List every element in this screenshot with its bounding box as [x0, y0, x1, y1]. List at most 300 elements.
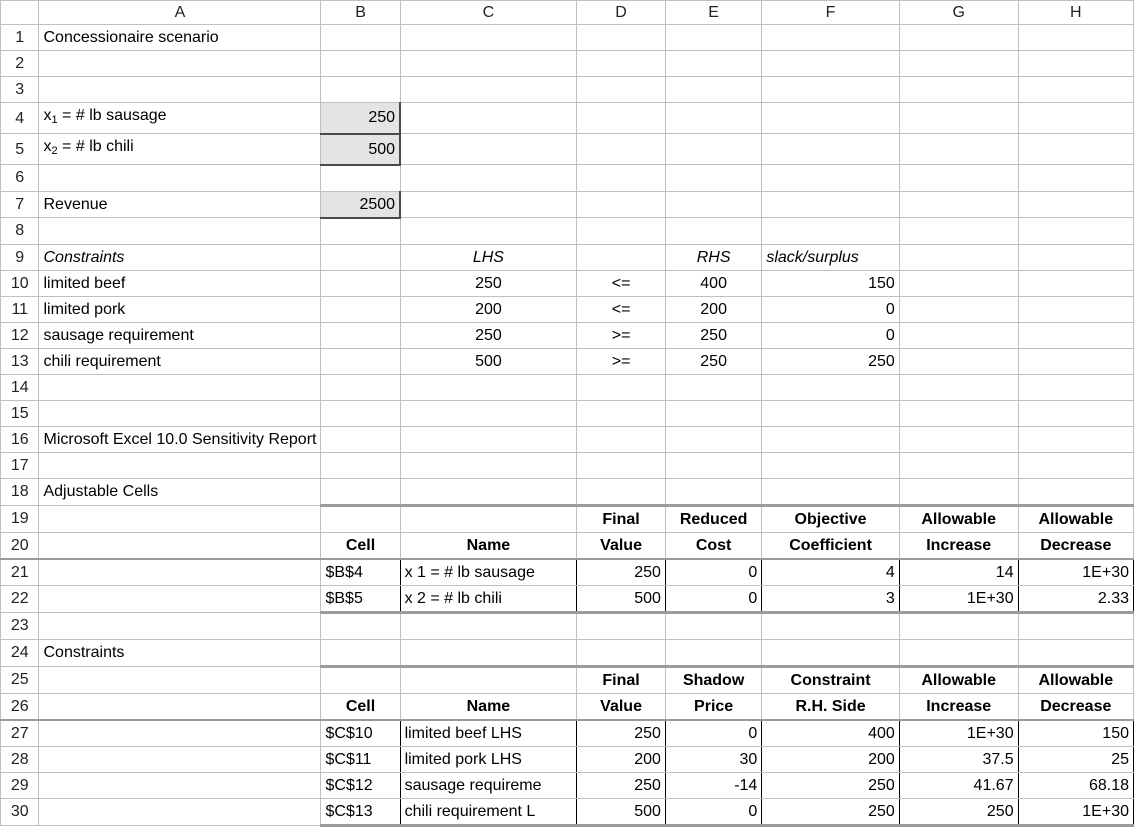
cell[interactable] — [39, 666, 321, 693]
lhs-header-cell[interactable]: LHS — [400, 244, 577, 270]
con-final-value[interactable]: 200 — [577, 746, 666, 772]
sheet-row — [1, 532, 1134, 559]
cell[interactable] — [899, 103, 1018, 134]
cell[interactable] — [665, 218, 761, 245]
cell[interactable] — [899, 165, 1018, 192]
sheet-row — [1, 426, 1134, 452]
adj-header-reduced[interactable]: Reduced — [665, 505, 761, 532]
row-header[interactable]: 9 — [1, 244, 39, 270]
cell[interactable] — [400, 191, 577, 218]
x1-value-cell[interactable]: 250 — [321, 103, 400, 134]
scenario-title[interactable]: Concessionaire scenario — [39, 25, 321, 51]
cell[interactable] — [762, 426, 899, 452]
cell[interactable] — [577, 191, 666, 218]
row-header[interactable]: 6 — [1, 165, 39, 192]
constraint-operator-cell[interactable]: >= — [577, 322, 666, 348]
con-header-increase[interactable]: Increase — [899, 693, 1018, 720]
cell[interactable] — [577, 452, 666, 478]
cell[interactable] — [1018, 400, 1133, 426]
row-header[interactable]: 14 — [1, 374, 39, 400]
cell[interactable] — [321, 25, 400, 51]
cell[interactable] — [899, 348, 1018, 374]
cell[interactable] — [577, 103, 666, 134]
cell[interactable] — [899, 426, 1018, 452]
con-rhs[interactable]: 400 — [762, 720, 899, 747]
con-rhs[interactable]: 250 — [762, 798, 899, 825]
cell[interactable] — [1018, 322, 1133, 348]
cell[interactable] — [400, 51, 577, 77]
cell[interactable] — [577, 478, 666, 505]
con-shadow-price[interactable]: 30 — [665, 746, 761, 772]
cell[interactable] — [1018, 639, 1133, 666]
con-final-value[interactable]: 250 — [577, 772, 666, 798]
constraint-operator-cell[interactable]: <= — [577, 296, 666, 322]
cell[interactable] — [762, 400, 899, 426]
cell[interactable] — [1018, 374, 1133, 400]
cell[interactable] — [321, 270, 400, 296]
cell[interactable] — [1018, 77, 1133, 103]
x1-label-cell[interactable] — [39, 103, 321, 134]
cell[interactable] — [321, 400, 400, 426]
con-shadow-price[interactable]: 0 — [665, 720, 761, 747]
column-header-b[interactable]: B — [321, 1, 400, 25]
sheet-row — [1, 400, 1134, 426]
cell[interactable] — [665, 51, 761, 77]
x1-label-var: x — [43, 107, 52, 124]
cell[interactable] — [899, 478, 1018, 505]
cell[interactable] — [577, 51, 666, 77]
cell[interactable] — [762, 77, 899, 103]
cell[interactable] — [762, 165, 899, 192]
adj-reduced-cost[interactable]: 0 — [665, 559, 761, 586]
cell[interactable] — [400, 374, 577, 400]
con-cell-ref[interactable]: $C$11 — [321, 746, 400, 772]
row-header[interactable]: 1 — [1, 25, 39, 51]
con-allowable-inc[interactable]: 1E+30 — [899, 720, 1018, 747]
cell[interactable] — [1018, 134, 1133, 165]
constraint-name-cell[interactable]: chili requirement — [39, 348, 321, 374]
cell[interactable] — [400, 25, 577, 51]
cell[interactable] — [762, 25, 899, 51]
cell[interactable] — [39, 798, 321, 825]
constraint-rhs-cell[interactable]: 250 — [665, 348, 761, 374]
cell[interactable] — [577, 134, 666, 165]
row-header[interactable]: 25 — [1, 666, 39, 693]
adj-allowable-inc[interactable]: 1E+30 — [899, 585, 1018, 612]
cell[interactable] — [899, 25, 1018, 51]
cell[interactable] — [1018, 296, 1133, 322]
constraint-rhs-cell[interactable]: 200 — [665, 296, 761, 322]
row-header[interactable]: 17 — [1, 452, 39, 478]
con-name[interactable]: limited pork LHS — [400, 746, 577, 772]
cell[interactable] — [665, 452, 761, 478]
cell[interactable] — [400, 612, 577, 639]
cell[interactable] — [899, 244, 1018, 270]
cell[interactable] — [1018, 244, 1133, 270]
con-final-value[interactable]: 500 — [577, 798, 666, 825]
cell[interactable] — [39, 693, 321, 720]
cell[interactable] — [899, 191, 1018, 218]
column-header-a[interactable]: A — [39, 1, 321, 25]
adj-cell-ref[interactable]: $B$4 — [321, 559, 400, 586]
constraint-operator-cell[interactable]: >= — [577, 348, 666, 374]
con-header-decrease[interactable]: Decrease — [1018, 693, 1133, 720]
cell[interactable] — [400, 134, 577, 165]
rhs-header-cell[interactable]: RHS — [665, 244, 761, 270]
cell[interactable] — [665, 400, 761, 426]
adj-allowable-dec[interactable]: 2.33 — [1018, 585, 1133, 612]
sheet-row — [1, 772, 1134, 798]
cell[interactable] — [762, 639, 899, 666]
revenue-label-cell[interactable]: Revenue — [39, 191, 321, 218]
cell[interactable] — [1018, 165, 1133, 192]
row-header[interactable]: 2 — [1, 51, 39, 77]
cell[interactable] — [400, 452, 577, 478]
con-allowable-dec[interactable]: 68.18 — [1018, 772, 1133, 798]
constraint-name-cell[interactable]: sausage requirement — [39, 322, 321, 348]
cell[interactable] — [39, 165, 321, 192]
con-cell-ref[interactable]: $C$12 — [321, 772, 400, 798]
constraint-slack-cell[interactable]: 0 — [762, 296, 899, 322]
cell[interactable] — [39, 559, 321, 586]
report-title[interactable]: Microsoft Excel 10.0 Sensitivity Report — [39, 426, 321, 452]
sheet-row — [1, 244, 1134, 270]
constraint-operator-cell[interactable]: <= — [577, 270, 666, 296]
row-header[interactable]: 8 — [1, 218, 39, 245]
cell[interactable] — [577, 77, 666, 103]
cell[interactable] — [39, 746, 321, 772]
cell[interactable] — [39, 505, 321, 532]
cell[interactable] — [321, 244, 400, 270]
cell[interactable] — [762, 218, 899, 245]
cell[interactable] — [665, 134, 761, 165]
row-header[interactable]: 28 — [1, 746, 39, 772]
adj-header-final[interactable]: Final — [577, 505, 666, 532]
cell[interactable] — [899, 51, 1018, 77]
sheet-row — [1, 25, 1134, 51]
revenue-value-cell[interactable]: 2500 — [321, 191, 400, 218]
cell[interactable] — [39, 612, 321, 639]
con-header-value[interactable]: Value — [577, 693, 666, 720]
cell[interactable] — [762, 191, 899, 218]
constraint-lhs-cell[interactable]: 200 — [400, 296, 577, 322]
con-header-allowable-inc[interactable]: Allowable — [899, 666, 1018, 693]
constraints-report-label[interactable]: Constraints — [39, 639, 321, 666]
row-header[interactable]: 27 — [1, 720, 39, 747]
con-shadow-price[interactable]: 0 — [665, 798, 761, 825]
cell[interactable] — [321, 478, 400, 505]
cell[interactable] — [400, 478, 577, 505]
adj-header-allowable-inc[interactable]: Allowable — [899, 505, 1018, 532]
sheet-row — [1, 798, 1134, 825]
cell[interactable] — [899, 322, 1018, 348]
slack-header-cell[interactable]: slack/surplus — [762, 244, 899, 270]
cell[interactable] — [39, 585, 321, 612]
row-header[interactable]: 5 — [1, 134, 39, 165]
cell[interactable] — [400, 77, 577, 103]
cell[interactable] — [577, 639, 666, 666]
row-header[interactable]: 13 — [1, 348, 39, 374]
cell[interactable] — [577, 612, 666, 639]
cell[interactable] — [577, 244, 666, 270]
row-header[interactable]: 18 — [1, 478, 39, 505]
adj-header-cost[interactable]: Cost — [665, 532, 761, 559]
row-header[interactable]: 10 — [1, 270, 39, 296]
sheet-row — [1, 452, 1134, 478]
sheet-row — [1, 559, 1134, 586]
cell[interactable] — [321, 77, 400, 103]
con-allowable-inc[interactable]: 37.5 — [899, 746, 1018, 772]
adj-allowable-inc[interactable]: 14 — [899, 559, 1018, 586]
cell[interactable] — [665, 478, 761, 505]
cell[interactable] — [899, 639, 1018, 666]
constraint-lhs-cell[interactable]: 500 — [400, 348, 577, 374]
con-allowable-dec[interactable]: 25 — [1018, 746, 1133, 772]
cell[interactable] — [899, 77, 1018, 103]
row-header[interactable]: 26 — [1, 693, 39, 720]
adj-header-name[interactable]: Name — [400, 532, 577, 559]
cell[interactable] — [899, 374, 1018, 400]
cell[interactable] — [577, 400, 666, 426]
cell[interactable] — [1018, 191, 1133, 218]
row-header[interactable]: 20 — [1, 532, 39, 559]
cell[interactable] — [665, 639, 761, 666]
cell[interactable] — [762, 612, 899, 639]
row-header[interactable]: 30 — [1, 798, 39, 825]
adj-header-coefficient[interactable]: Coefficient — [762, 532, 899, 559]
row-header[interactable]: 29 — [1, 772, 39, 798]
column-header-d[interactable]: D — [577, 1, 666, 25]
con-allowable-inc[interactable]: 41.67 — [899, 772, 1018, 798]
cell[interactable] — [400, 666, 577, 693]
row-header[interactable]: 11 — [1, 296, 39, 322]
cell[interactable] — [665, 612, 761, 639]
row-header[interactable]: 21 — [1, 559, 39, 586]
cell[interactable] — [321, 348, 400, 374]
sheet-row — [1, 296, 1134, 322]
cell[interactable] — [762, 51, 899, 77]
cell[interactable] — [899, 218, 1018, 245]
row-header[interactable]: 7 — [1, 191, 39, 218]
cell[interactable] — [762, 374, 899, 400]
constraint-lhs-cell[interactable]: 250 — [400, 322, 577, 348]
cell[interactable] — [321, 612, 400, 639]
cell[interactable] — [899, 400, 1018, 426]
adj-header-allowable-dec[interactable]: Allowable — [1018, 505, 1133, 532]
cell[interactable] — [665, 426, 761, 452]
adjustable-cells-label[interactable]: Adjustable Cells — [39, 478, 321, 505]
adj-header-decrease[interactable]: Decrease — [1018, 532, 1133, 559]
constraint-rhs-cell[interactable]: 400 — [665, 270, 761, 296]
cell[interactable] — [577, 426, 666, 452]
con-header-final[interactable]: Final — [577, 666, 666, 693]
sheet-row — [1, 720, 1134, 747]
cell[interactable] — [577, 218, 666, 245]
cell[interactable] — [321, 426, 400, 452]
adj-cell-ref[interactable]: $B$5 — [321, 585, 400, 612]
sheet-row — [1, 77, 1134, 103]
cell[interactable] — [665, 191, 761, 218]
row-header[interactable]: 22 — [1, 585, 39, 612]
cell[interactable] — [665, 165, 761, 192]
row-header[interactable]: 19 — [1, 505, 39, 532]
row-header[interactable]: 12 — [1, 322, 39, 348]
cell[interactable] — [400, 218, 577, 245]
cell[interactable] — [1018, 218, 1133, 245]
cell[interactable] — [1018, 51, 1133, 77]
con-allowable-dec[interactable]: 150 — [1018, 720, 1133, 747]
row-header[interactable]: 16 — [1, 426, 39, 452]
cell[interactable] — [39, 77, 321, 103]
cell[interactable] — [400, 505, 577, 532]
column-header-f[interactable]: F — [762, 1, 899, 25]
cell[interactable] — [400, 426, 577, 452]
cell[interactable] — [577, 374, 666, 400]
cell[interactable] — [665, 374, 761, 400]
row-header[interactable]: 3 — [1, 77, 39, 103]
column-header-row — [1, 1, 1134, 25]
con-header-name[interactable]: Name — [400, 693, 577, 720]
constraint-lhs-cell[interactable]: 250 — [400, 270, 577, 296]
con-header-price[interactable]: Price — [665, 693, 761, 720]
constraint-slack-cell[interactable]: 250 — [762, 348, 899, 374]
con-allowable-dec[interactable]: 1E+30 — [1018, 798, 1133, 825]
adj-header-value[interactable]: Value — [577, 532, 666, 559]
column-header-g[interactable]: G — [899, 1, 1018, 25]
cell[interactable] — [1018, 478, 1133, 505]
cell[interactable] — [899, 296, 1018, 322]
sheet-row — [1, 270, 1134, 296]
con-header-constraint[interactable]: Constraint — [762, 666, 899, 693]
cell[interactable] — [321, 51, 400, 77]
cell[interactable] — [321, 296, 400, 322]
constraint-slack-cell[interactable]: 0 — [762, 322, 899, 348]
x2-value-cell[interactable]: 500 — [321, 134, 400, 165]
adj-header-increase[interactable]: Increase — [899, 532, 1018, 559]
con-allowable-inc[interactable]: 250 — [899, 798, 1018, 825]
cell[interactable] — [321, 218, 400, 245]
cell[interactable] — [1018, 270, 1133, 296]
adj-name[interactable]: x 1 = # lb sausage — [400, 559, 577, 586]
cell[interactable] — [762, 103, 899, 134]
cell[interactable] — [400, 165, 577, 192]
adj-final-value[interactable]: 250 — [577, 559, 666, 586]
con-header-rhs[interactable]: R.H. Side — [762, 693, 899, 720]
cell[interactable] — [321, 639, 400, 666]
adj-objective-coef[interactable]: 4 — [762, 559, 899, 586]
cell[interactable] — [762, 452, 899, 478]
cell[interactable] — [899, 270, 1018, 296]
con-header-shadow[interactable]: Shadow — [665, 666, 761, 693]
constraint-name-cell[interactable]: limited pork — [39, 296, 321, 322]
adj-final-value[interactable]: 500 — [577, 585, 666, 612]
row-header[interactable]: 24 — [1, 639, 39, 666]
x2-label-cell[interactable] — [39, 134, 321, 165]
cell[interactable] — [400, 103, 577, 134]
adj-objective-coef[interactable]: 3 — [762, 585, 899, 612]
cell[interactable] — [400, 400, 577, 426]
cell[interactable] — [321, 505, 400, 532]
con-header-allowable-dec[interactable]: Allowable — [1018, 666, 1133, 693]
row-header[interactable]: 4 — [1, 103, 39, 134]
adj-name[interactable]: x 2 = # lb chili — [400, 585, 577, 612]
adj-allowable-dec[interactable]: 1E+30 — [1018, 559, 1133, 586]
cell[interactable] — [39, 720, 321, 747]
cell[interactable] — [1018, 103, 1133, 134]
cell[interactable] — [899, 134, 1018, 165]
sheet-row — [1, 746, 1134, 772]
cell[interactable] — [665, 25, 761, 51]
sheet-row — [1, 191, 1134, 218]
cell[interactable] — [665, 103, 761, 134]
row-header[interactable]: 15 — [1, 400, 39, 426]
adj-header-objective[interactable]: Objective — [762, 505, 899, 532]
cell[interactable] — [39, 452, 321, 478]
con-rhs[interactable]: 250 — [762, 772, 899, 798]
cell[interactable] — [1018, 612, 1133, 639]
cell[interactable] — [1018, 452, 1133, 478]
cell[interactable] — [39, 772, 321, 798]
cell[interactable] — [577, 165, 666, 192]
cell[interactable] — [1018, 25, 1133, 51]
con-cell-ref[interactable]: $C$10 — [321, 720, 400, 747]
cell[interactable] — [321, 452, 400, 478]
con-rhs[interactable]: 200 — [762, 746, 899, 772]
con-header-cell[interactable]: Cell — [321, 693, 400, 720]
con-name[interactable]: sausage requireme — [400, 772, 577, 798]
cell[interactable] — [665, 77, 761, 103]
cell[interactable] — [321, 165, 400, 192]
sheet-row — [1, 505, 1134, 532]
cell[interactable] — [321, 666, 400, 693]
column-header-h[interactable]: H — [1018, 1, 1133, 25]
cell[interactable] — [400, 639, 577, 666]
cell[interactable] — [39, 374, 321, 400]
constraint-rhs-cell[interactable]: 250 — [665, 322, 761, 348]
column-header-e[interactable]: E — [665, 1, 761, 25]
constraint-name-cell[interactable]: limited beef — [39, 270, 321, 296]
cell[interactable] — [321, 374, 400, 400]
sheet-row — [1, 51, 1134, 77]
constraint-slack-cell[interactable]: 150 — [762, 270, 899, 296]
cell[interactable] — [39, 532, 321, 559]
cell[interactable] — [762, 478, 899, 505]
column-header-c[interactable]: C — [400, 1, 577, 25]
cell[interactable] — [321, 322, 400, 348]
cell[interactable] — [39, 400, 321, 426]
adj-reduced-cost[interactable]: 0 — [665, 585, 761, 612]
cell[interactable] — [762, 134, 899, 165]
con-shadow-price[interactable]: -14 — [665, 772, 761, 798]
con-name[interactable]: limited beef LHS — [400, 720, 577, 747]
con-final-value[interactable]: 250 — [577, 720, 666, 747]
sheet-row — [1, 639, 1134, 666]
cell[interactable] — [577, 25, 666, 51]
cell[interactable] — [899, 452, 1018, 478]
constraints-header-cell[interactable]: Constraints — [39, 244, 321, 270]
con-cell-ref[interactable]: $C$13 — [321, 798, 400, 825]
cell[interactable] — [39, 51, 321, 77]
row-header[interactable]: 23 — [1, 612, 39, 639]
cell[interactable] — [1018, 348, 1133, 374]
x2-label-var: x — [43, 138, 52, 155]
cell[interactable] — [1018, 426, 1133, 452]
cell[interactable] — [39, 218, 321, 245]
cell[interactable] — [899, 612, 1018, 639]
con-name[interactable]: chili requirement L — [400, 798, 577, 825]
adj-header-cell[interactable]: Cell — [321, 532, 400, 559]
select-all-corner[interactable] — [1, 1, 39, 25]
